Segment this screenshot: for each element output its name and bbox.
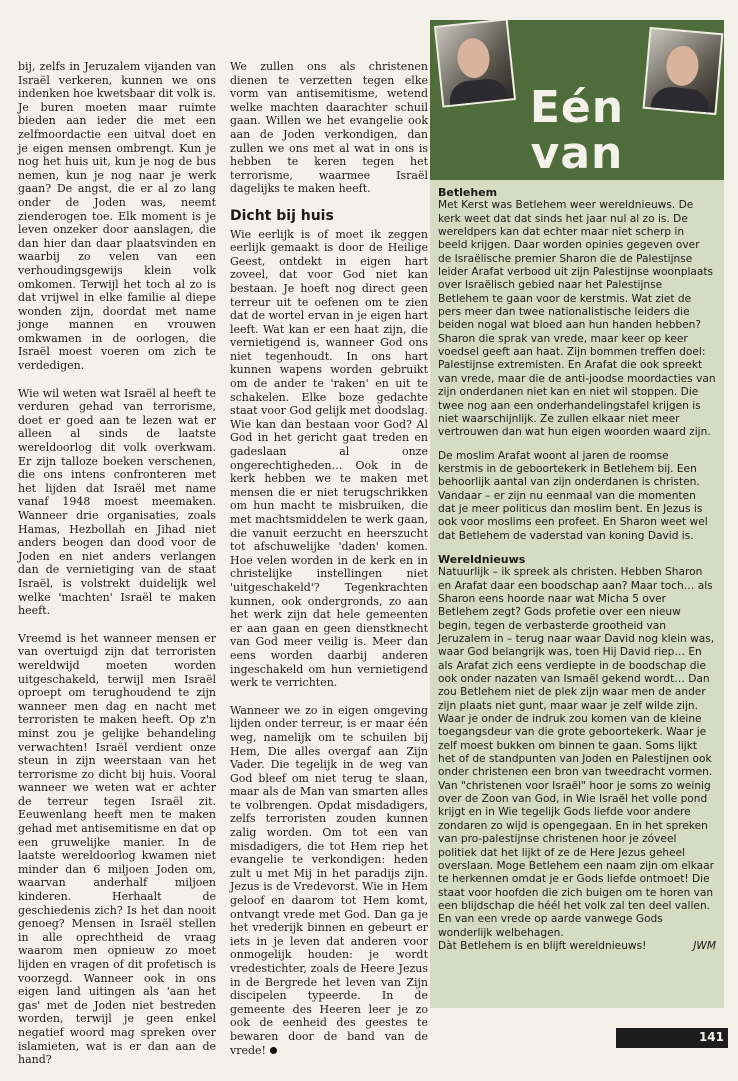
sidebar-heading-betlehem: Betlehem (438, 186, 498, 199)
column-2 (230, 60, 428, 1071)
sidebar-header (430, 20, 724, 180)
sidebar-heading-wereldnieuws: Wereldnieuws (438, 552, 526, 566)
col2-paragraph-text: Wanneer we zo in eigen omgeving lijden onder terreur, is er maar één weg, namelijk om te schuilen bij Hem, Die alles overgaf aan Zijn Vader. Die tegelijk in de weg van God bleef om niet terug te slaan, maar als de Man van smarten alles te volbrengen. Opdat misdadigers, zelfs terroristen zouden kunnen zalig worden. Om tot een van misdadigers, die tot Hem riep het evangelie te verkondigen: heden zult u met Mij in het paradijs zijn. Jezus is de Vredevorst. Wie in Hem geloof en daarom tot Hem komt, ontvangt vrede met God. Dan ga je het vrederijk binnen en gebeurt er iets in je leven dat anderen voor onmogelijk houden: je wordt vredestichter, zoals de Heere Jezus in de Bergrede het leven van Zijn discipelen typeerde. In de gemeente des Heeren leer je zo ook de eenheid des geestes te bewaren door de band van de vrede! (230, 703, 428, 1057)
sidebar-paragraph: Met Kerst was Betlehem weer wereldnieuws. De kerk weet dat dat sinds het jaar nul al zo is. De wereldpers kan dat echter maar niet scherp in beeld krijgen. Daar worden opinies gegeven over de Israëlische premier Sharon die de Palestijnse leider Arafat verbood uit zijn Palestijnse woonplaats over Israëlisch gebied naar het Palestijnse Betlehem te gaan voor de kerstmis. Wat ziet de pers meer dan twee nationalistische leiders die beiden nogal wat bloed aan hun handen hebben? Sharon die sprak van vrede, maar keer op keer voedsel geeft aan haat. Zijn bommen treffen doel: Palestijnse extremisten. En Arafat die ook spreekt van vrede, maar die de anti-joodse moordacties van zijn onderdanen niet kan en niet wil stoppen. Die twee nog aan een onderhandelingstafel krijgen is niet waarschijnlijk. Ze zullen elkaar niet meer vertrouwen dan wat hun eigen woorden waard zijn. (438, 199, 716, 439)
col1-paragraph: bij, zelfs in Jeruzalem vijanden van Israël verkeren, kunnen we ons indenken hoe kwetsbaar dit volk is. Je buren moeten maar ruimte bieden aan ieder die met een zelfmoordactie een uitval doet en je eigen mensen ombrengt. Kun je nog het huis uit, kun je nog de bus nemen, kun je nog naar je werk gaan? De angst, die er al zo lang onder de Joden was, neemt zienderogen toe. Elk moment is je leven onzeker door aanslagen, die dan hier dan daar plaatsvinden en waarbij zo velen van een verhoudingsgewijs klein volk omkomen. Terwijl het toch al zo is dat vrijwel in elke familie al diepe wonden zijn, doordat met name jonge mannen en vrouwen omkwamen in de oorlogen, die Israël moest voeren om zich te verdedigen. (18, 60, 216, 373)
sidebar-title-line2: van (530, 128, 624, 179)
author-signature: JWM (693, 939, 716, 952)
end-mark-icon (270, 1047, 277, 1054)
col2-paragraph: We zullen ons als christenen dienen te verzetten tegen elke vorm van antisemitisme, wetend welke machten daarachter schuil gaan. Willen we het evangelie ook aan de Joden verkondigen, dan zullen we ons met al wat in ons is hebben te keren tegen het terrorisme, waarmee Israël dagelijks te maken heeft. (230, 60, 428, 196)
sidebar-title-line1: Eén (529, 82, 625, 133)
page-number-bar (616, 1028, 728, 1048)
col2-paragraph (230, 704, 428, 1057)
column-1 (18, 60, 216, 1081)
sidebar-paragraph (438, 566, 716, 953)
closing-line: Dàt Betlehem is en blijft wereldnieuws! (438, 939, 647, 952)
sidebar-body (438, 182, 716, 963)
sidebar-box (430, 20, 724, 1008)
sidebar-paragraph-text: Natuurlijk – ik spreek als christen. Hebben Sharon en Arafat daar een boodschap aan? Maar toch… als Sharon eens hoorde naar wat Micha 5 over Betlehem zegt? Gods profetie over een nieuw begin, tegen de verbasterde grootheid van Jeruzalem in – terug naar waar David nog klein was, waar God belangrijk was, toen Hij David riep… En als Arafat zich eens verdiepte in de boodschap die ook onder nazaten van Ismaël gekend wordt… Dan zou Betlehem niet de plek zijn waar men de ander zijn plaats niet gunt, maar waar je zelf wilde zijn. Waar je onder de indruk zou komen van de kleine toegangsdeur van die grote geboortekerk. Waar je zelf moest bukken om binnen te gaan. Soms lijkt het of de standpunten van Joden en Palestijnen ook onder christenen een bron van tweedracht vormen. Van "christenen voor Israël" hoor je soms zo weinig over de Zoon van God, in Wie Israël het volle pond krijgt en in Wie tegelijk Gods liefde voor andere zondaren zo wijd is opengegaan. En in het spreken van pro-palestijnse christenen hoor je zóveel politiek dat het lijkt of ze de Here Jezus geheel overslaan. Moge Betlehem een naam zijn om elkaar te herkennen omdat je er Gods liefde ontmoet! Die staat voor hoofden die zich buigen om te horen van een blijdschap die héél het volk zal ten deel vallen. En van een vrede op aarde vanwege Gods wonderlijk welbehagen. (438, 566, 715, 939)
col1-paragraph: Vreemd is het wanneer mensen er van overtuigd zijn dat terroristen wereldwijd moeten worden uitgeschakeld, terwijl men Israël oproept om terughoudend te zijn wanneer men dag en nacht met terroristen te maken heeft. Op z'n minst zou je gelijke behandeling verwachten! Israël verdient onze steun in zijn weerstaan van het terrorisme zo dicht bij huis. Vooral wanneer we weten wat er achter de terreur tegen Israël zit. Eeuwenlang heeft men te maken gehad met antisemitisme en dat op een gruwelijke manier. In de laatste wereldoorlog kwamen niet minder dan 6 miljoen Joden om, waarvan anderhalf miljoen kinderen. Herhaalt de geschiedenis zich? Is het dan nooit genoeg? Mensen in Israël stellen in alle oprechtheid de vraag waarom men opnieuw zo moet lijden en vragen of dit profetisch is voorzegd. Wanneer ook in ons eigen land uitingen als 'aan het gas' met de Joden niet bestreden worden, terwijl je geen enkel negatief woord mag spreken over islamieten, wat is er dan aan de hand? (18, 631, 216, 1067)
col1-paragraph: Wie wil weten wat Israël al heeft te verduren gehad van terrorisme, doet er goed aan te lezen wat er alleen al sinds de laatste wereldoorlog dit volk overkwam. Er zijn talloze boeken verschenen, die ons intens confronteren met het lijden dat Israël met name vanaf 1948 moest meemaken. Wanneer drie organisaties, zoals Hamas, Hezbollah en Jihad niet anders beogen dan dood voor de Joden en niet anders verlangen dan de vernietiging van de staat Israël, is volstrekt duidelijk wel welke 'machten' Israël te maken heeft. (18, 386, 216, 618)
section-heading: Dicht bij huis (230, 207, 334, 224)
sidebar-paragraph: De moslim Arafat woont al jaren de roomse kerstmis in de geboortekerk in Betlehem bij. Een behoorlijk aantal van zijn onderdanen is christen. Vandaar – er zijn nu eenmaal van die momenten dat je meer politicus dan moslim bent. En Jezus is ook voor moslims een profeet. En Sharon weet wel dat Betlehem de vaderstad van koning David is. (438, 449, 708, 542)
page-number: 141 (698, 1030, 724, 1044)
col2-paragraph: Wie eerlijk is of moet ik zeggen eerlijk gemaakt is door de Heilige Geest, ontdekt in eigen hart zoveel, dat voor God niet kan bestaan. Je hoeft nog direct geen terreur uit te oefenen om te zien dat de wortel ervan in je eigen hart leeft. Wat kan er een haat zijn, die vernietigend is, wanneer God ons niet tegenhoudt. In ons hart kunnen wapens worden gebruikt om de ander te 'raken' en uit te schakelen. Elke boze gedachte staat voor God gelijk met doodslag. Wie kan dan bestaan voor God? Al God in het gericht gaat treden en gadeslaan al onze ongerechtigheden… Ook in de kerk hebben we te maken met mensen die er niet terugschrikken om hun macht te misbruiken, die met machtsmiddelen te werk gaan, die vanuit eerzucht en heerszucht tot afschuwelijke 'daden' komen. Hoe velen worden in de kerk en in christelijke instellingen niet 'uitgeschakeld'? Tegenkrachten kunnen, ook ondergronds, zo aan het werk zijn dat hele gemeenten er aan gaan en geen dienstknecht van God meer veilig is. Meer dan eens worden daarbij anderen ingeschakeld om hun vernietigend werk te verrichten. (230, 227, 428, 690)
